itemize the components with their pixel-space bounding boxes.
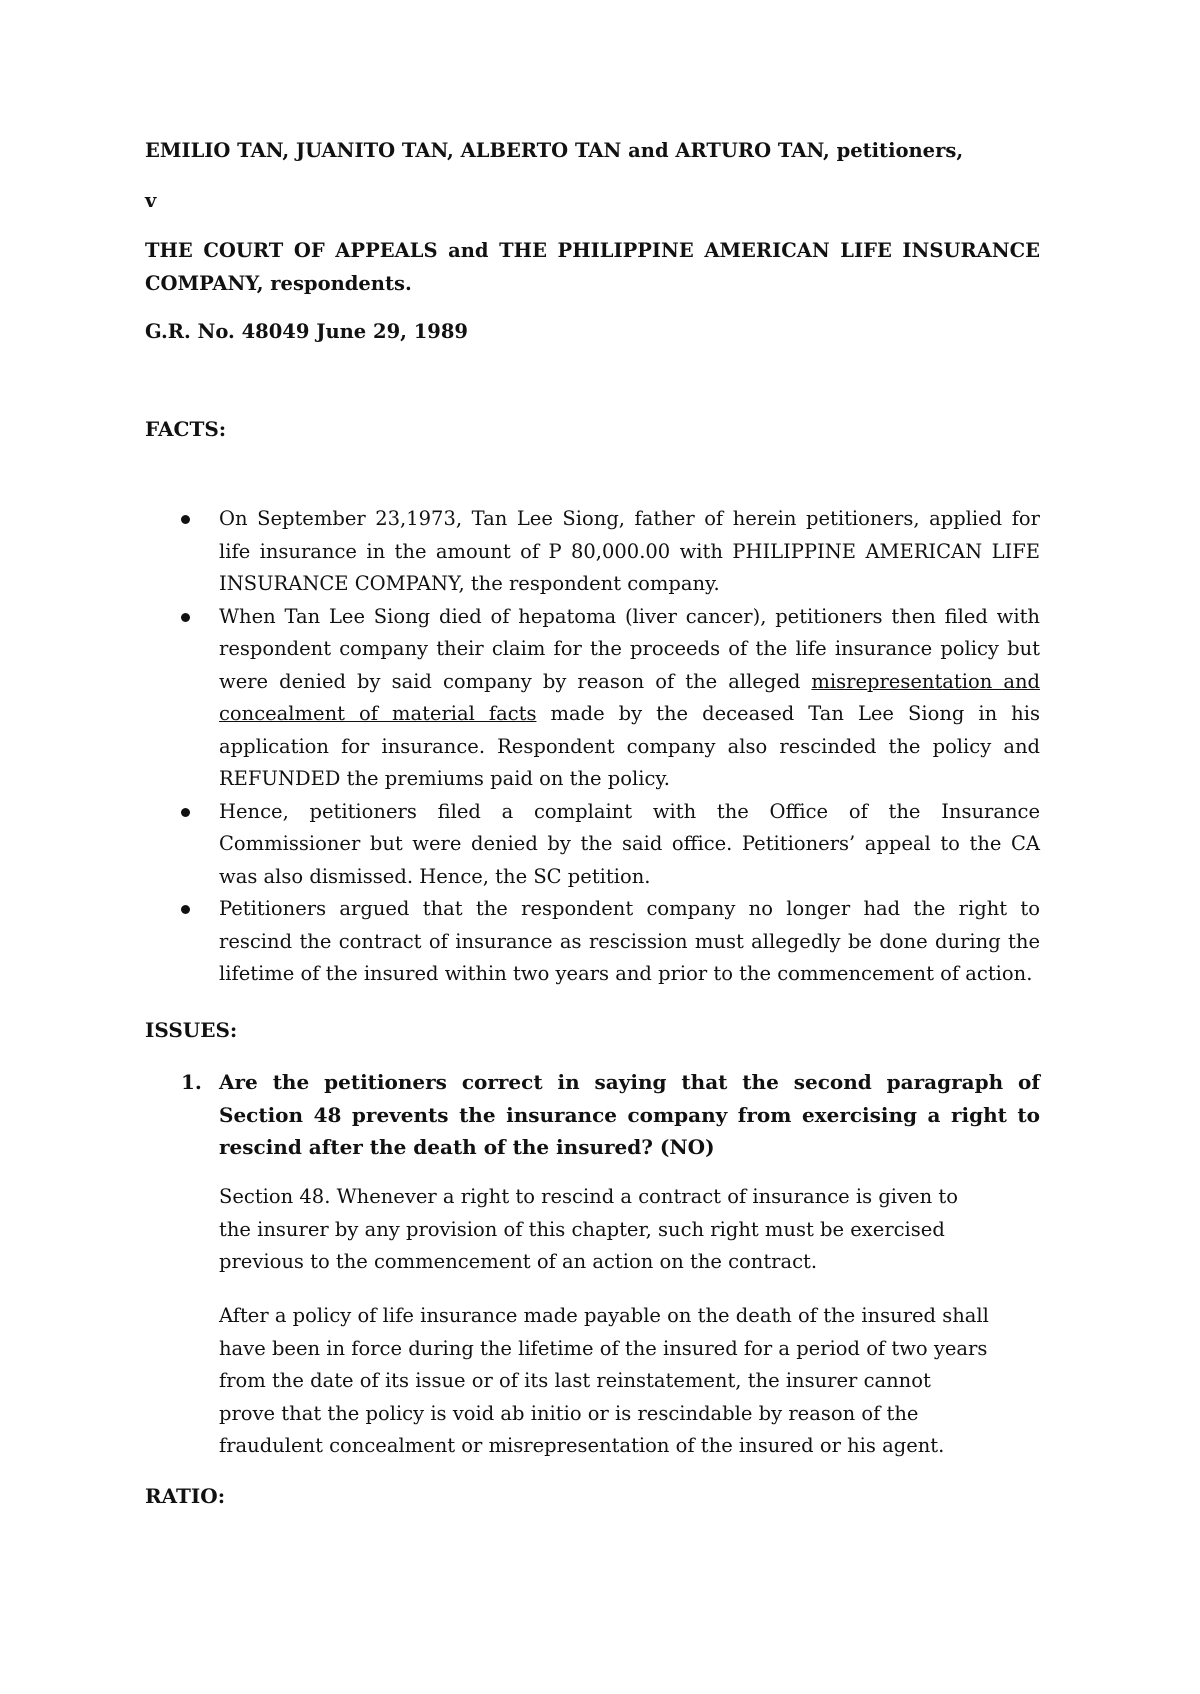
ratio-heading: RATIO: — [145, 1484, 226, 1508]
fact-underlined-text: misrepresentation and concealment of material facts — [219, 669, 1040, 725]
caption-petitioners: EMILIO TAN, JUANITO TAN, ALBERTO TAN and ARTURO TAN, petitioners, — [145, 139, 964, 162]
facts-list — [145, 503, 1040, 991]
list-item — [145, 796, 1040, 894]
fact-text-after: made by the deceased Tan Lee Siong in his application for insurance. Respondent company also rescinded the policy and REFUNDED the premiums paid on the policy. — [219, 702, 1040, 790]
facts-heading: FACTS: — [145, 417, 227, 441]
section-48-paragraph-1: Section 48. Whenever a right to rescind a contract of insurance is given to the insurer by any provision of this chapter, such right must be exercised previous to the commencement of an action on the contract. — [219, 1185, 958, 1273]
list-item — [145, 601, 1040, 796]
caption-respondents: THE COURT OF APPEALS and THE PHILIPPINE AMERICAN LIFE INSURANCE COMPANY, respondents. — [145, 239, 1040, 295]
bullet-icon — [181, 613, 190, 622]
issue-text: Are the petitioners correct in saying that the second paragraph of Section 48 prevents the insurance company from exercising a right to rescind after the death of the insured? (NO) — [219, 1070, 1040, 1159]
issue-item — [145, 1066, 1040, 1164]
bullet-icon — [181, 905, 190, 914]
issues-heading: ISSUES: — [145, 1018, 238, 1042]
bullet-icon — [181, 515, 190, 524]
list-item — [145, 893, 1040, 991]
fact-text: On September 23,1973, Tan Lee Siong, father of herein petitioners, applied for life insurance in the amount of P 80,000.00 with PHILIPPINE AMERICAN LIFE INSURANCE COMPANY, the respondent company. — [219, 507, 1040, 595]
section-48-paragraph-2: After a policy of life insurance made payable on the death of the insured shall have been in force during the lifetime of the insured for a period of two years from the date of its issue or of its last reinstatement, the insurer cannot prove that the policy is void ab initio or is rescindable by reason of the fraudulent concealment or misrepresentation of the insured or his agent. — [219, 1304, 989, 1457]
bullet-icon — [181, 808, 190, 817]
list-item — [145, 503, 1040, 601]
issue-number: 1. — [181, 1070, 202, 1094]
caption-versus: v — [145, 189, 157, 212]
fact-text: Petitioners argued that the respondent company no longer had the right to rescind the contract of insurance as rescission must allegedly be done during the lifetime of the insured within two years and prior to the commencement of action. — [219, 897, 1040, 985]
fact-text-before: When Tan Lee Siong died of hepatoma (liver cancer), petitioners then filed with respondent company their claim for the proceeds of the life insurance policy but were denied by said company by reason of the alleged — [219, 604, 1040, 693]
case-citation: G.R. No. 48049 June 29, 1989 — [145, 320, 468, 343]
fact-text: Hence, petitioners filed a complaint with the Office of the Insurance Commissioner but were denied by the said office. Petitioners’ appeal to the CA was also dismissed. Hence, the SC petition. — [219, 799, 1040, 888]
